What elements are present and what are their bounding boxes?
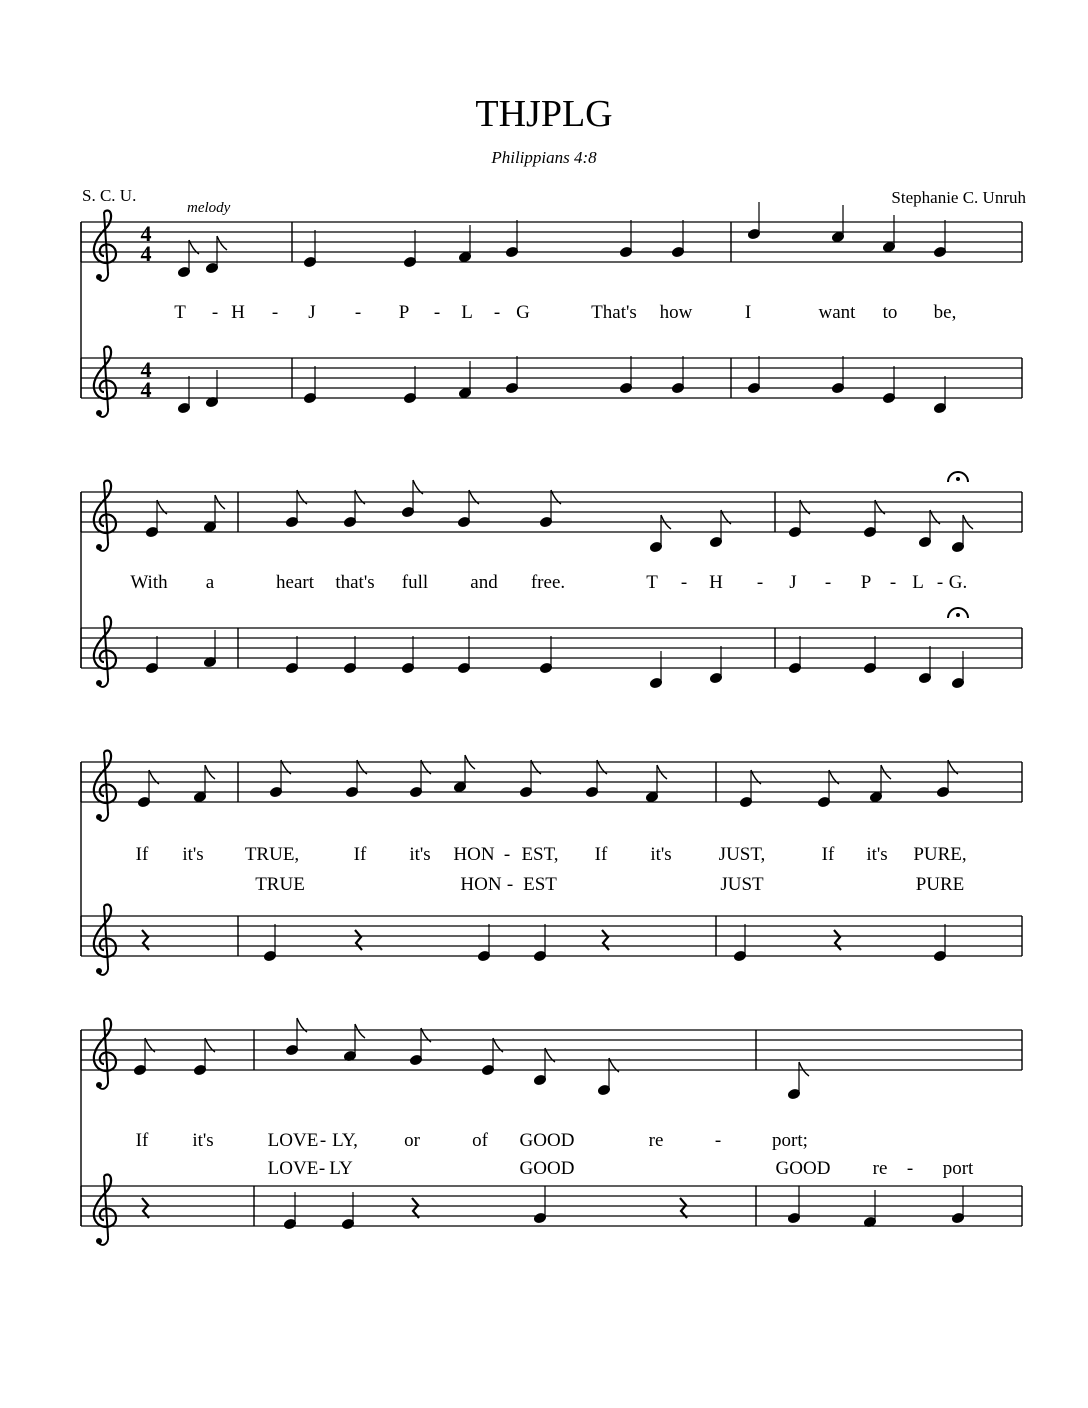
lyric-syllable: With xyxy=(130,572,168,593)
quarter-rest-icon xyxy=(412,1198,419,1218)
melody-label: melody xyxy=(187,200,231,216)
lyric-syllable: - xyxy=(906,1158,914,1179)
lyric-syllable: it's xyxy=(409,844,431,865)
lyric-syllable: be, xyxy=(933,302,957,323)
lyric-syllable: want xyxy=(818,302,856,323)
note-flag xyxy=(799,1062,809,1076)
lyric-syllable: HON xyxy=(453,844,495,865)
time-signature-bottom: 4 xyxy=(140,241,152,266)
lyric-syllable: - xyxy=(319,1130,327,1151)
quarter-rest-icon xyxy=(834,930,841,950)
lyric-syllable: - xyxy=(318,1158,326,1179)
lyric-syllable: HON xyxy=(460,874,502,895)
quarter-rest-icon xyxy=(602,930,609,950)
lyric-syllable: GOOD xyxy=(519,1130,575,1151)
lyric-syllable: - xyxy=(824,572,832,593)
lyric-syllable: G. xyxy=(948,572,968,593)
fermata-dot xyxy=(956,613,960,617)
lyric-syllable: - xyxy=(211,302,219,323)
lyric-syllable: If xyxy=(135,844,149,865)
lyric-syllable: LOVE xyxy=(267,1158,319,1179)
note-flag xyxy=(355,1024,365,1038)
treble-clef-icon xyxy=(94,1175,116,1245)
lyric-syllable: JUST, xyxy=(718,844,766,865)
quarter-rest-icon xyxy=(142,1198,149,1218)
lyric-syllable: If xyxy=(135,1130,149,1151)
lyric-syllable: - xyxy=(680,572,688,593)
treble-clef-icon xyxy=(94,481,116,551)
lyric-syllable: If xyxy=(821,844,835,865)
lyric-syllable: LOVE xyxy=(267,1130,319,1151)
lyric-syllable: P xyxy=(860,572,872,593)
lyric-syllable: T xyxy=(646,572,658,593)
lyric-syllable: EST xyxy=(523,874,557,895)
lyric-syllable: or xyxy=(404,1130,420,1151)
lyric-syllable: - xyxy=(433,302,441,323)
lyric-syllable: - xyxy=(493,302,501,323)
lyric-syllable: If xyxy=(353,844,367,865)
song-title: THJPLG xyxy=(475,93,613,135)
note-flag xyxy=(217,236,227,250)
lyric-syllable: it's xyxy=(192,1130,214,1151)
lyric-syllable: - xyxy=(756,572,764,593)
staff-harmony-4 xyxy=(81,1175,1022,1245)
lyric-syllable: - xyxy=(936,572,944,593)
time-signature-top: 4 xyxy=(140,357,152,382)
lyric-syllable: H xyxy=(709,572,723,593)
quarter-rest-icon xyxy=(680,1198,687,1218)
scripture-reference: Philippians 4:8 xyxy=(491,148,597,167)
lyric-syllable: port xyxy=(942,1158,974,1179)
lyric-syllable: P xyxy=(398,302,410,323)
treble-clef-icon xyxy=(94,211,116,281)
lyric-syllable: JUST xyxy=(720,874,764,895)
treble-clef-icon xyxy=(94,617,116,687)
lyric-syllable: re xyxy=(872,1158,888,1179)
lyric-syllable: - xyxy=(889,572,897,593)
staff-harmony-1 xyxy=(81,347,1022,417)
lyric-syllable: - xyxy=(354,302,362,323)
quarter-rest-icon xyxy=(355,930,362,950)
lyric-syllable: GOOD xyxy=(775,1158,831,1179)
lyric-syllable: it's xyxy=(650,844,672,865)
lyric-syllable: full xyxy=(401,572,429,593)
treble-clef-icon xyxy=(94,751,116,821)
lyric-syllable: L xyxy=(461,302,473,323)
staff-melody-4 xyxy=(81,1019,1022,1089)
lyric-syllable: H xyxy=(231,302,245,323)
lyric-syllable: - xyxy=(503,844,511,865)
lyric-syllable: T xyxy=(174,302,186,323)
treble-clef-icon xyxy=(94,1019,116,1089)
lyric-syllable: I xyxy=(744,302,752,323)
lyric-syllable: - xyxy=(714,1130,722,1151)
lyric-syllable: TRUE, xyxy=(244,844,300,865)
lyric-syllable: - xyxy=(506,874,514,895)
lyric-syllable: LY xyxy=(329,1158,353,1179)
fermata-dot xyxy=(956,477,960,481)
lyric-syllable: port; xyxy=(772,1130,808,1151)
treble-clef-icon xyxy=(94,347,116,417)
lyric-syllable: and xyxy=(470,572,498,593)
lyric-syllable: G xyxy=(516,302,530,323)
lyric-syllable: it's xyxy=(866,844,888,865)
lyric-syllable: PURE, xyxy=(913,844,967,865)
time-signature-bottom: 4 xyxy=(140,377,152,402)
lyric-syllable: GOOD xyxy=(519,1158,575,1179)
quarter-rest-icon xyxy=(142,930,149,950)
lyric-syllable: of xyxy=(472,1130,488,1151)
lyric-syllable: J xyxy=(789,572,797,593)
lyric-syllable: a xyxy=(205,572,215,593)
lyric-syllable: - xyxy=(271,302,279,323)
composer-name: Stephanie C. Unruh xyxy=(891,188,1026,207)
lyric-syllable: If xyxy=(594,844,608,865)
lyric-syllable: That's xyxy=(591,302,637,323)
treble-clef-icon xyxy=(94,905,116,975)
lyric-syllable: LY, xyxy=(332,1130,358,1151)
lyric-syllable: free. xyxy=(530,572,566,593)
lyric-syllable: TRUE xyxy=(255,874,305,895)
lyric-syllable: how xyxy=(659,302,693,323)
time-signature-top: 4 xyxy=(140,221,152,246)
lyric-syllable: heart xyxy=(276,572,314,593)
staff-harmony-3 xyxy=(81,905,1022,975)
lyric-syllable: it's xyxy=(182,844,204,865)
lyric-syllable: L xyxy=(912,572,924,593)
arranger-initials: S. C. U. xyxy=(82,186,137,205)
lyric-syllable: PURE xyxy=(915,874,965,895)
lyric-syllable: to xyxy=(882,302,898,323)
lyric-syllable: re xyxy=(648,1130,664,1151)
lyric-syllable: that's xyxy=(335,572,375,593)
lyric-syllable: EST, xyxy=(521,844,559,865)
lyric-syllable: J xyxy=(308,302,316,323)
